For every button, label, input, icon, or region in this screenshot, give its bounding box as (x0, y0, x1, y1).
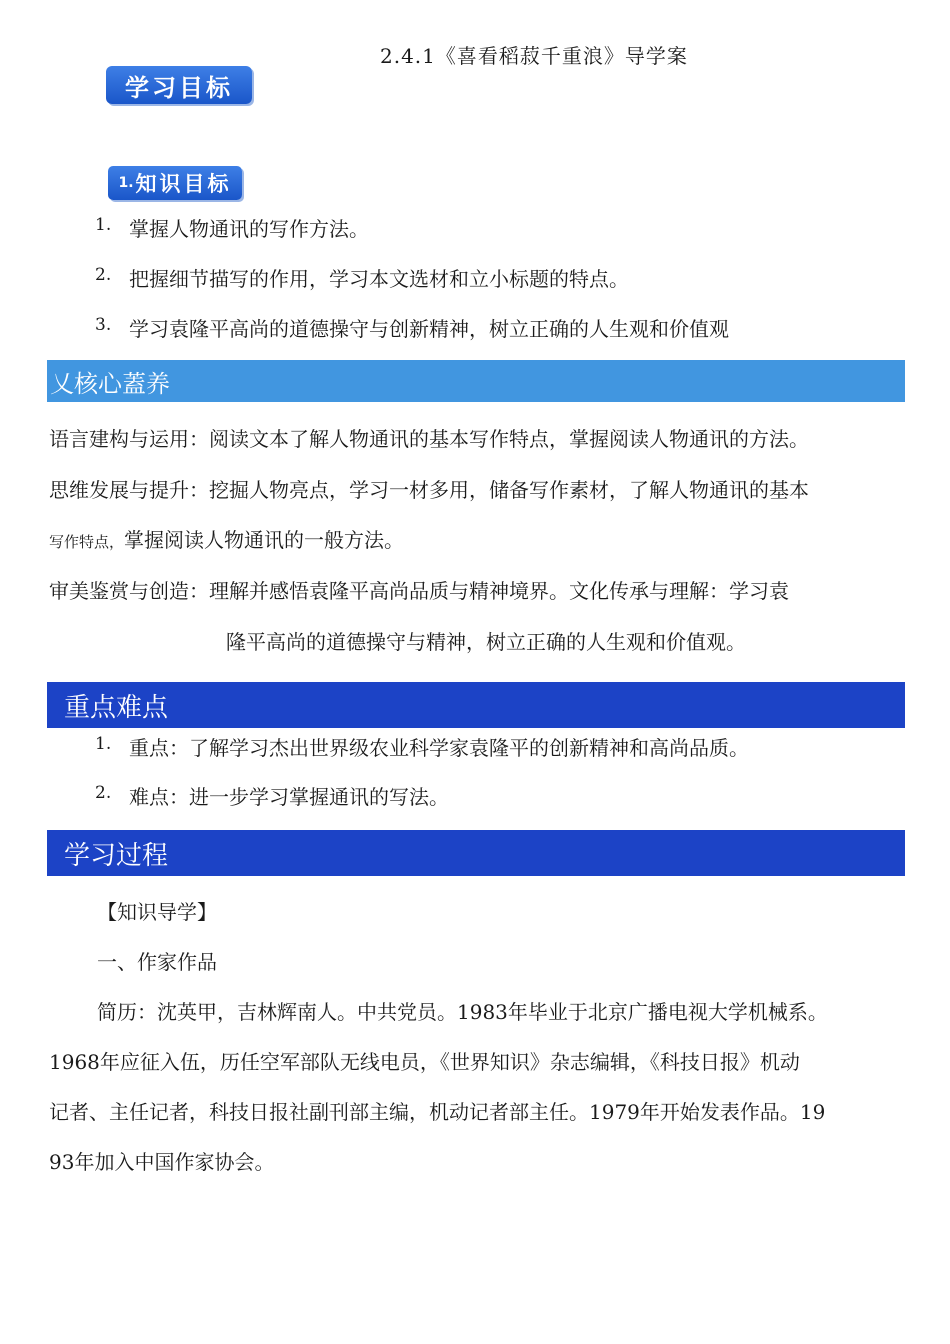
knowledge-item (95, 313, 729, 342)
item-text: 难点：进一步学习掌握通讯的写法。 (129, 785, 449, 809)
knowledge-goals-badge (108, 166, 242, 200)
learning-process-heading-bar (47, 830, 905, 876)
item-number: 1. (95, 734, 112, 754)
section-label: 一、作家作品 (97, 950, 217, 974)
subheading: 【知识导学】 (97, 900, 217, 924)
bio-line: 93年加入中国作家协会。 (49, 1150, 275, 1174)
core-paragraph: 审美鉴赏与创造：理解并感悟袁隆平高尚品质与精神境界。文化传承与理解：学习袁 (49, 579, 789, 603)
core-paragraph: 思维发展与提升：挖掘人物亮点，学习一材多用，储备写作素材，了解人物通讯的基本 (49, 478, 809, 502)
core-literacy-heading: 乂核心蓋养 (50, 369, 170, 398)
key-points-heading-bar (47, 682, 905, 728)
knowledge-goals-number: 1. (118, 175, 134, 191)
core-paragraph: 隆平高尚的道德操守与精神，树立正确的人生观和价值观。 (226, 630, 746, 654)
key-points-heading: 重点难点 (64, 692, 169, 723)
core-paragraph-continued (49, 524, 404, 553)
bio-line: 简历：沈英甲，吉林辉南人。中共党员。1983年毕业于北京广播电视大学机械系。 (97, 1000, 828, 1024)
item-number: 2. (95, 783, 112, 803)
core-literacy-heading-bar (47, 360, 905, 402)
item-text: 重点：了解学习杰出世界级农业科学家袁隆平的创新精神和高尚品质。 (129, 736, 749, 760)
learning-goals-label: 学习目标 (125, 73, 233, 102)
key-point-item (95, 732, 749, 761)
core-paragraph: 语言建构与运用：阅读文本了解人物通讯的基本写作特点，掌握阅读人物通讯的方法。 (49, 427, 809, 451)
item-number: 2. (95, 265, 112, 285)
key-point-item (95, 781, 449, 810)
small-text: 写作特点， (49, 533, 125, 551)
knowledge-item (95, 263, 629, 292)
item-number: 3. (95, 315, 112, 335)
learning-process-heading: 学习过程 (64, 840, 169, 871)
knowledge-item (95, 213, 369, 242)
item-text: 学习袁隆平高尚的道德操守与创新精神，树立正确的人生观和价值观 (129, 317, 729, 341)
item-number: 1. (95, 215, 112, 235)
item-text: 把握细节描写的作用，学习本文选材和立小标题的特点。 (129, 267, 629, 291)
bio-line: 记者、主任记者，科技日报社副刊部主编，机动记者部主任。1979年开始发表作品。19 (49, 1100, 826, 1124)
item-text: 掌握人物通讯的写作方法。 (129, 217, 369, 241)
learning-goals-badge (106, 66, 252, 104)
bio-line: 1968年应征入伍，历任空军部队无线电员，《世界知识》杂志编辑，《科技日报》机动 (49, 1050, 800, 1074)
document-title: 2.4.1《喜看稻菽千重浪》导学案 (380, 44, 688, 68)
text: 掌握阅读人物通讯的一般方法。 (124, 528, 405, 552)
knowledge-goals-label: 知识目标 (135, 172, 232, 196)
